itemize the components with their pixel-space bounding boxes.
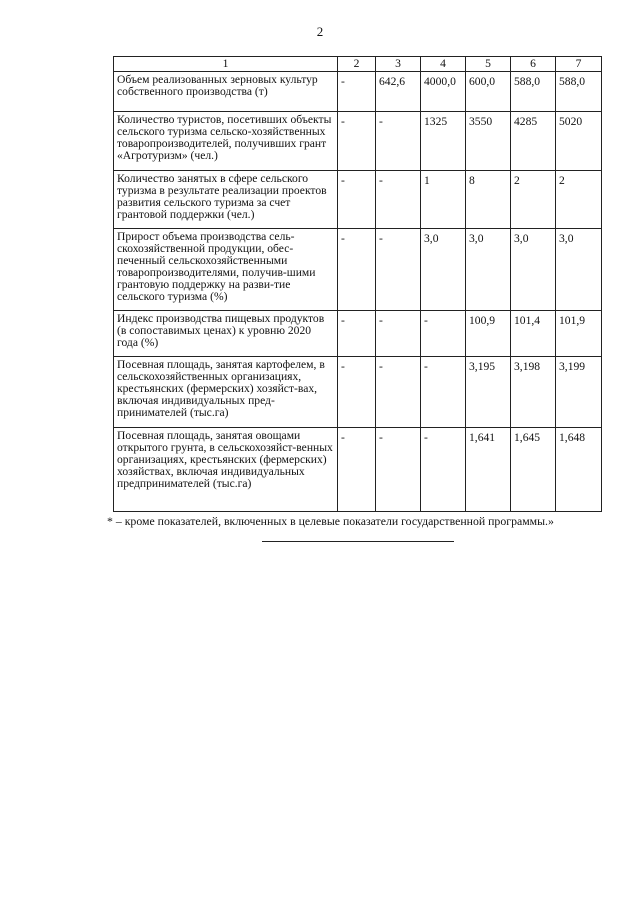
col-header-6: 6 [511,57,556,72]
cell-value: - [376,112,421,171]
cell-value: - [338,428,376,512]
table-row [114,357,602,428]
col-header-5: 5 [466,57,511,72]
table-row [114,171,602,229]
cell-value: - [338,357,376,428]
row-label: Объем реализованных зерновых культур собственного производства (т) [114,72,338,112]
cell-value: 3,0 [466,229,511,311]
cell-value: - [338,72,376,112]
cell-value: 588,0 [511,72,556,112]
row-label: Посевная площадь, занятая картофелем, в сельскохозяйственных организациях, крестьянских (фермерских) хозяйст-вах, включая индивидуальных пред-принимателей (тыс.га) [114,357,338,428]
cell-value: 3550 [466,112,511,171]
cell-value: 1325 [421,112,466,171]
footnote: * – кроме показателей, включенных в целевые показатели государственной программы.» [107,514,554,528]
cell-value: - [421,311,466,357]
col-header-7: 7 [556,57,602,72]
row-label: Прирост объема производства сель-скохозяйственной продукции, обес-печенный сельскохозяйственными товаропроизводителями, получив-шими грантовую поддержку на разви-тие сельского туризма (%) [114,229,338,311]
cell-value: 101,4 [511,311,556,357]
closing-rule [262,541,454,542]
row-label: Количество занятых в сфере сельского туризма в результате реализации проектов развития сельского туризма за счет грантовой поддержки (чел.) [114,171,338,229]
cell-value: 642,6 [376,72,421,112]
cell-value: - [376,311,421,357]
table-row [114,311,602,357]
col-header-3: 3 [376,57,421,72]
cell-value: 1,641 [466,428,511,512]
row-label: Посевная площадь, занятая овощами открытого грунта, в сельскохозяйст-венных организациях, крестьянских (фермерских) хозяйствах, включая индивидуальных предпринимателей (тыс.га) [114,428,338,512]
cell-value: 3,0 [421,229,466,311]
cell-value: 1 [421,171,466,229]
cell-value: 1,648 [556,428,602,512]
header-row [114,57,602,72]
cell-value: 3,195 [466,357,511,428]
table-row [114,428,602,512]
cell-value: 100,9 [466,311,511,357]
cell-value: - [421,357,466,428]
cell-value: 8 [466,171,511,229]
indicators-table [113,56,602,512]
row-label: Количество туристов, посетивших объекты сельского туризма сельско-хозяйственных товаропроизводителей, получивших грант «Агротуризм» (чел.) [114,112,338,171]
cell-value: 3,198 [511,357,556,428]
cell-value: 4000,0 [421,72,466,112]
cell-value: 3,199 [556,357,602,428]
cell-value: 5020 [556,112,602,171]
row-label: Индекс производства пищевых продуктов (в сопоставимых ценах) к уровню 2020 года (%) [114,311,338,357]
cell-value: 4285 [511,112,556,171]
cell-value: - [376,171,421,229]
cell-value: - [338,171,376,229]
page-number: 2 [316,24,324,39]
table-row [114,72,602,112]
table-row [114,112,602,171]
cell-value: 2 [556,171,602,229]
cell-value: - [376,229,421,311]
cell-value: - [376,357,421,428]
cell-value: - [338,112,376,171]
cell-value: 3,0 [556,229,602,311]
cell-value: 600,0 [466,72,511,112]
col-header-1: 1 [114,57,338,72]
cell-value: 588,0 [556,72,602,112]
table-row [114,229,602,311]
cell-value: 3,0 [511,229,556,311]
cell-value: - [376,428,421,512]
col-header-2: 2 [338,57,376,72]
cell-value: 2 [511,171,556,229]
cell-value: 1,645 [511,428,556,512]
cell-value: 101,9 [556,311,602,357]
cell-value: - [338,229,376,311]
cell-value: - [338,311,376,357]
col-header-4: 4 [421,57,466,72]
cell-value: - [421,428,466,512]
